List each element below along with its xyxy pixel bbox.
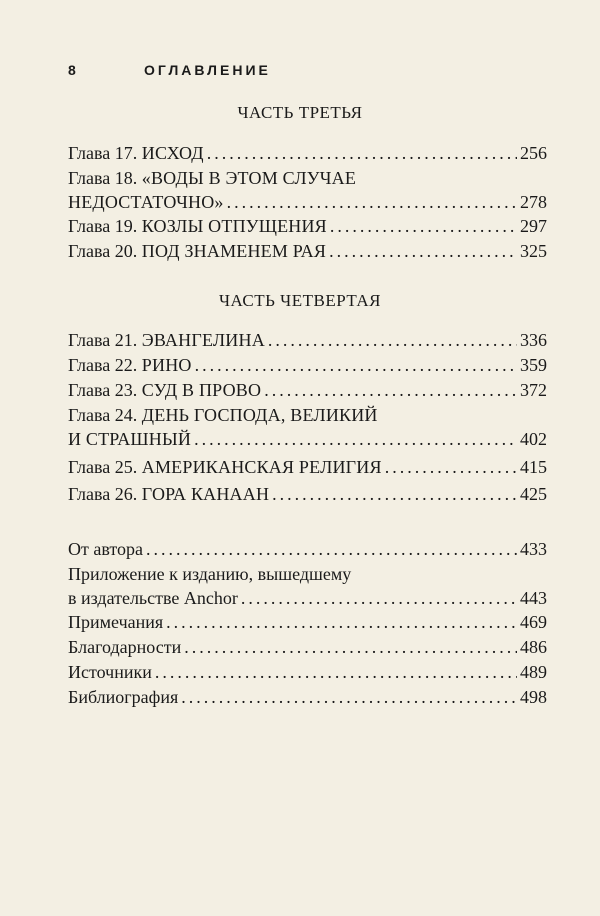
page-ref: 325 (520, 241, 547, 261)
toc-entry-notes[interactable] (68, 610, 547, 634)
entry-title: Приложение к изданию, вышедшему (68, 564, 352, 584)
dot-leader (385, 455, 517, 479)
dot-leader (146, 537, 517, 561)
entry-title: Источники (68, 662, 152, 682)
toc-entry-ch22[interactable] (68, 353, 547, 377)
dot-leader (241, 586, 517, 610)
dot-leader (268, 328, 517, 352)
chapter-title: ЭВАНГЕЛИНА (141, 330, 265, 350)
toc-entry-ch24[interactable] (68, 403, 547, 451)
chapter-title: СУД В ПРОВО (141, 380, 262, 400)
toc-entry-ch26[interactable] (68, 482, 547, 506)
entry-title-continued: в издательстве Anchor (68, 588, 238, 608)
dot-leader (184, 635, 517, 659)
entry-title: Благодарности (68, 637, 182, 657)
dot-leader (227, 190, 517, 214)
entry-title: От автора (68, 539, 144, 559)
toc-entry-ch25[interactable] (68, 455, 547, 479)
chapter-title: ГОРА КАНААН (141, 484, 270, 504)
chapter-title-continued: НЕДОСТАТОЧНО» (68, 192, 224, 212)
entry-title: Библиография (68, 687, 179, 707)
chapter-title-continued: И СТРАШНЫЙ (68, 429, 192, 449)
chapter-label: Глава 17. (68, 143, 138, 163)
toc-entry-ch21[interactable] (68, 328, 547, 352)
toc-entry-ch19[interactable] (68, 214, 547, 238)
chapter-title: ДЕНЬ ГОСПОДА, ВЕЛИКИЙ (141, 405, 378, 425)
dot-leader (264, 378, 517, 402)
page-ref: 415 (520, 457, 547, 477)
toc-entry-ch17[interactable] (68, 141, 547, 165)
toc-entry-ch18[interactable] (68, 166, 547, 214)
entry-title: Примечания (68, 612, 164, 632)
dot-leader (329, 239, 517, 263)
chapter-label: Глава 18. (68, 168, 138, 188)
chapter-label: Глава 22. (68, 355, 138, 375)
chapter-label: Глава 20. (68, 241, 138, 261)
toc-entry-bibliography[interactable] (68, 685, 547, 709)
chapter-label: Глава 23. (68, 380, 138, 400)
page-ref: 425 (520, 484, 547, 504)
chapter-title: ПОД ЗНАМЕНЕМ РАЯ (141, 241, 327, 261)
toc-entry-ch20[interactable] (68, 239, 547, 263)
page-ref: 402 (520, 429, 547, 449)
chapter-label: Глава 25. (68, 457, 138, 477)
page-ref: 498 (520, 687, 547, 707)
chapter-title: КОЗЛЫ ОТПУЩЕНИЯ (141, 216, 327, 236)
page-number: 8 (68, 62, 76, 78)
toc-entry-ch23[interactable] (68, 378, 547, 402)
page-ref: 489 (520, 662, 547, 682)
toc-entry-sources[interactable] (68, 660, 547, 684)
dot-leader (155, 660, 517, 684)
chapter-title: ИСХОД (141, 143, 204, 163)
dot-leader (194, 427, 517, 451)
chapter-label: Глава 26. (68, 484, 138, 504)
page-ref: 256 (520, 143, 547, 163)
toc-entry-acknowledgements[interactable] (68, 635, 547, 659)
chapter-label: Глава 24. (68, 405, 138, 425)
toc-entry-author-note[interactable] (68, 537, 547, 561)
dot-leader (181, 685, 517, 709)
page-ref: 278 (520, 192, 547, 212)
chapter-title: «ВОДЫ В ЭТОМ СЛУЧАЕ (141, 168, 357, 188)
page-ref: 372 (520, 380, 547, 400)
page-ref: 443 (520, 588, 547, 608)
page-ref: 297 (520, 216, 547, 236)
chapter-label: Глава 21. (68, 330, 138, 350)
dot-leader (272, 482, 517, 506)
page-ref: 486 (520, 637, 547, 657)
dot-leader (166, 610, 517, 634)
page-ref: 336 (520, 330, 547, 350)
page-ref: 469 (520, 612, 547, 632)
chapter-title: АМЕРИКАНСКАЯ РЕЛИГИЯ (141, 457, 382, 477)
running-head: ОГЛАВЛЕНИЕ (144, 62, 271, 78)
toc-entry-appendix[interactable] (68, 562, 547, 610)
dot-leader (195, 353, 517, 377)
page-ref: 433 (520, 539, 547, 559)
section-title-part-three: ЧАСТЬ ТРЕТЬЯ (237, 103, 363, 122)
page-ref: 359 (520, 355, 547, 375)
chapter-label: Глава 19. (68, 216, 138, 236)
dot-leader (207, 141, 517, 165)
section-title-part-four: ЧАСТЬ ЧЕТВЕРТАЯ (218, 291, 382, 310)
dot-leader (330, 214, 517, 238)
chapter-title: РИНО (141, 355, 192, 375)
